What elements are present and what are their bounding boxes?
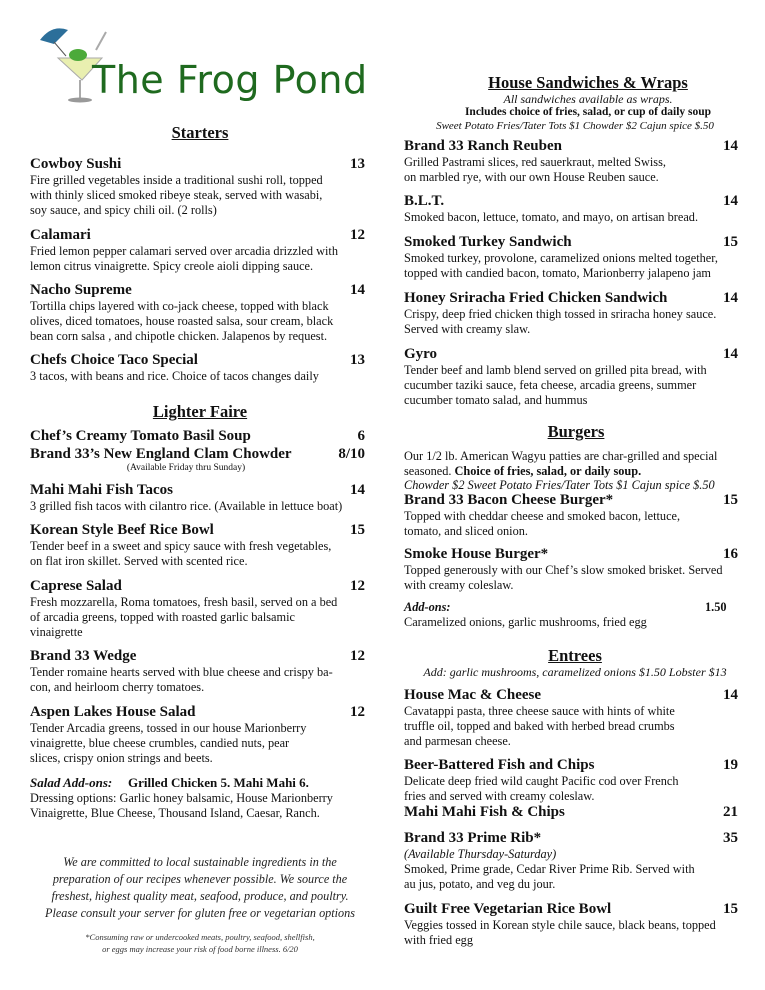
menu-item-name: Aspen Lakes House Salad bbox=[30, 704, 196, 720]
food-safety-disclaimer: *Consuming raw or undercooked meats, poultry, seafood, shellfish, bbox=[85, 932, 315, 942]
sustainability-statement: Please consult your server for gluten free or vegetarian options bbox=[45, 906, 355, 920]
menu-item-name: Caprese Salad bbox=[30, 578, 122, 594]
section-heading-entrees: Entrees bbox=[548, 646, 602, 665]
menu-item-name: Gyro bbox=[404, 346, 438, 362]
sandwich-note-includes: Includes choice of fries, salad, or cup of daily soup bbox=[464, 106, 712, 118]
menu-item-price: 16 bbox=[723, 546, 738, 562]
menu-item-description: Tender beef in a sweet and spicy sauce with fresh vegetables, bbox=[30, 539, 332, 553]
menu-item-price: 15 bbox=[350, 522, 365, 538]
menu-item-description: olives, diced tomatoes, house roasted salsa, sour cream, black bbox=[30, 314, 334, 328]
menu-item-price: 21 bbox=[723, 804, 738, 820]
menu-item-description: Delicate deep fried wild caught Pacific cod over French bbox=[404, 774, 679, 788]
food-safety-disclaimer: or eggs may increase your risk of food borne illness. 6/20 bbox=[102, 944, 298, 954]
menu-item-description: tomato, and sliced onion. bbox=[404, 524, 528, 538]
menu-item-price: 15 bbox=[723, 492, 738, 508]
menu-item-description: cucumber taziki sauce, feta cheese, arcadia greens, summer bbox=[404, 378, 697, 392]
menu-item-description: 3 grilled fish tacos with cilantro rice. (Available in lettuce boat) bbox=[30, 499, 343, 513]
section-heading-starters: Starters bbox=[171, 123, 229, 142]
menu-item-description: and parmesan cheese. bbox=[404, 734, 511, 748]
menu-item-name: Brand 33 Wedge bbox=[30, 648, 137, 664]
menu-item-description: Grilled Pastrami slices, red sauerkraut, melted Swiss, bbox=[404, 155, 666, 169]
sandwich-note-wraps: All sandwiches available as wraps. bbox=[503, 92, 673, 106]
menu-item-description: Fresh mozzarella, Roma tomatoes, fresh basil, served on a bed bbox=[30, 595, 338, 609]
addons-description: Caramelized onions, garlic mushrooms, fried egg bbox=[404, 615, 647, 629]
menu-item-name: Smoke House Burger* bbox=[404, 546, 549, 562]
menu-item-price: 13 bbox=[350, 156, 365, 172]
menu-item-description: Fire grilled vegetables inside a traditional sushi roll, topped bbox=[30, 173, 323, 187]
sustainability-statement: freshest, highest quality meat, seafood, produce, and poultry. bbox=[51, 889, 349, 903]
menu-item-description: with thinly sliced smoked ribeye steak, served with wasabi, bbox=[30, 188, 323, 202]
section-heading-lighter-faire: Lighter Faire bbox=[152, 402, 248, 421]
menu-item-description: Smoked bacon, lettuce, tomato, and mayo, on artisan bread. bbox=[404, 210, 699, 224]
sustainability-statement: preparation of our recipes whenever possible. We source the bbox=[52, 872, 348, 886]
burger-intro bbox=[404, 464, 641, 479]
menu-item-price: 15 bbox=[723, 901, 738, 917]
menu-item-description: Served with creamy slaw. bbox=[404, 322, 531, 336]
menu-item-price: 12 bbox=[350, 704, 365, 720]
menu-item-price: 14 bbox=[723, 193, 738, 209]
menu-item-description: 3 tacos, with beans and rice. Choice of tacos changes daily bbox=[30, 369, 319, 383]
menu-item-note: (Available Thursday-Saturday) bbox=[404, 847, 557, 861]
menu-item-price: 13 bbox=[350, 352, 365, 368]
menu-item-description: Tender romaine hearts served with blue cheese and crispy ba- bbox=[30, 665, 333, 679]
menu-item-description: truffle oil, topped and baked with herbed bread crumbs bbox=[404, 719, 675, 733]
menu-item-price: 12 bbox=[350, 227, 365, 243]
menu-item-description: Fried lemon pepper calamari served over arcadia drizzled with bbox=[30, 244, 338, 258]
menu-item-name: Mahi Mahi Fish Tacos bbox=[30, 482, 173, 498]
menu-item-price: 14 bbox=[350, 482, 365, 498]
menu-item-price: 14 bbox=[723, 290, 738, 306]
menu-item-description: with creamy coleslaw. bbox=[404, 578, 514, 592]
chowder-availability-note: (Available Friday thru Sunday) bbox=[126, 463, 246, 473]
menu-item-name: Nacho Supreme bbox=[30, 282, 132, 298]
menu-item-description: au jus, potato, and veg du jour. bbox=[404, 877, 556, 891]
menu-item-name: B.L.T. bbox=[404, 193, 445, 209]
menu-item-description: vinaigrette bbox=[30, 625, 83, 639]
menu-item-description: Topped generously with our Chef’s slow smoked brisket. Served bbox=[404, 563, 723, 577]
menu-item-price: 35 bbox=[723, 830, 738, 846]
menu-item-name: Honey Sriracha Fried Chicken Sandwich bbox=[404, 290, 668, 306]
menu-item-price: 19 bbox=[723, 757, 738, 773]
menu-item-price: 14 bbox=[723, 138, 738, 154]
burger-intro-text: seasoned. bbox=[404, 464, 455, 478]
menu-item-description: bean corn salsa , and chipotle chicken. Jalapenos by request. bbox=[30, 329, 328, 343]
menu-item-price: 8/10 bbox=[338, 446, 365, 462]
dressing-options: Dressing options: Garlic honey balsamic, House Marionberry bbox=[30, 791, 333, 805]
menu-item-price: 14 bbox=[723, 687, 738, 703]
menu-item-description: on flat iron skillet. Served with scented rice. bbox=[30, 554, 248, 568]
menu-item-name: Beer-Battered Fish and Chips bbox=[404, 757, 595, 773]
section-heading-burgers: Burgers bbox=[547, 422, 605, 441]
menu-item-description: Tender Arcadia greens, tossed in our house Marionberry bbox=[30, 721, 307, 735]
menu-item-description: Topped with cheddar cheese and smoked bacon, lettuce, bbox=[404, 509, 681, 523]
menu-item-name: Guilt Free Vegetarian Rice Bowl bbox=[404, 901, 612, 917]
menu-item-description: vinaigrette, blue cheese crumbles, candied nuts, pear bbox=[30, 736, 290, 750]
menu-item-price: 12 bbox=[350, 648, 365, 664]
burger-sides-note: Choice of fries, salad, or daily soup. bbox=[454, 464, 642, 478]
burger-upcharges: Chowder $2 Sweet Potato Fries/Tater Tots $1 Cajun spice $.50 bbox=[404, 478, 715, 492]
menu-item-name: Brand 33’s New England Clam Chowder bbox=[30, 446, 292, 462]
menu-item-description: Veggies tossed in Korean style chile sauce, black beans, topped bbox=[404, 918, 716, 932]
menu-item-name: Brand 33 Bacon Cheese Burger* bbox=[404, 492, 614, 508]
restaurant-title: The Frog Pond bbox=[92, 58, 368, 102]
menu-item-description: Smoked turkey, provolone, caramelized onions melted together, bbox=[404, 251, 718, 265]
section-heading-sandwiches: House Sandwiches & Wraps bbox=[488, 73, 688, 92]
menu-item-price: 6 bbox=[357, 428, 365, 444]
menu-item-description: Crispy, deep fried chicken thigh tossed in sriracha honey sauce. bbox=[404, 307, 717, 321]
menu-item-price: 14 bbox=[723, 346, 738, 362]
menu-item-name: Smoked Turkey Sandwich bbox=[404, 234, 572, 250]
menu-item-price: 12 bbox=[350, 578, 365, 594]
menu-item-description: of arcadia greens, topped with roasted garlic balsamic bbox=[30, 610, 295, 624]
menu-item-name: Brand 33 Ranch Reuben bbox=[404, 138, 562, 154]
menu-item-description: soy sauce, and spicy chili oil. (2 rolls) bbox=[30, 203, 217, 217]
menu-item-description: topped with candied bacon, tomato, Marionberry jalapeno jam bbox=[404, 266, 711, 280]
menu-item-description: fries and served with creamy coleslaw. bbox=[404, 789, 595, 803]
menu-item-name: Chef’s Creamy Tomato Basil Soup bbox=[30, 428, 251, 444]
menu-item-description: Tender beef and lamb blend served on grilled pita bread, with bbox=[404, 363, 707, 377]
menu-item-description: cucumber tomato salad, and hummus bbox=[404, 393, 588, 407]
entrees-addons-note: Add: garlic mushrooms, caramelized onions $1.50 Lobster $13 bbox=[423, 665, 727, 679]
salad-addons-label: Salad Add-ons: bbox=[30, 775, 113, 790]
menu-item-description: lemon citrus vinaigrette. Spicy creole aioli dipping sauce. bbox=[30, 259, 314, 273]
addons-price: 1.50 bbox=[705, 600, 727, 614]
addons-label: Add-ons: bbox=[404, 600, 451, 614]
menu-item-description: Tortilla chips layered with co-jack cheese, topped with black bbox=[30, 299, 329, 313]
menu-item-description: on marbled rye, with our own House Reuben sauce. bbox=[404, 170, 659, 184]
sustainability-statement: We are committed to local sustainable ingredients in the bbox=[63, 855, 337, 869]
menu-item-name: Brand 33 Prime Rib* bbox=[404, 830, 542, 846]
menu-item-description: with fried egg bbox=[404, 933, 473, 947]
menu-item-price: 15 bbox=[723, 234, 738, 250]
sandwich-note-upcharges: Sweet Potato Fries/Tater Tots $1 Chowder $2 Cajun spice $.50 bbox=[436, 120, 714, 132]
menu-item-name: Korean Style Beef Rice Bowl bbox=[30, 522, 214, 538]
menu-item-description: Cavatappi pasta, three cheese sauce with hints of white bbox=[404, 704, 675, 718]
menu-item-price: 14 bbox=[350, 282, 365, 298]
menu-item-name: House Mac & Cheese bbox=[404, 687, 542, 703]
menu-item-name: Chefs Choice Taco Special bbox=[30, 352, 198, 368]
salad-addons-items: Grilled Chicken 5. Mahi Mahi 6. bbox=[128, 775, 309, 790]
menu-item-description: con, and heirloom cherry tomatoes. bbox=[30, 680, 205, 694]
burger-intro: Our 1/2 lb. American Wagyu patties are char-grilled and special bbox=[404, 449, 718, 463]
menu-item-name: Cowboy Sushi bbox=[30, 156, 122, 172]
menu-item-description: slices, crispy onion strings and beets. bbox=[30, 751, 213, 765]
menu-item-name: Calamari bbox=[30, 227, 91, 243]
menu-item-description: Smoked, Prime grade, Cedar River Prime Rib. Served with bbox=[404, 862, 695, 876]
dressing-options: Vinaigrette, Blue Cheese, Thousand Island, Caesar, Ranch. bbox=[30, 806, 320, 820]
menu-item-name: Mahi Mahi Fish & Chips bbox=[404, 804, 565, 820]
